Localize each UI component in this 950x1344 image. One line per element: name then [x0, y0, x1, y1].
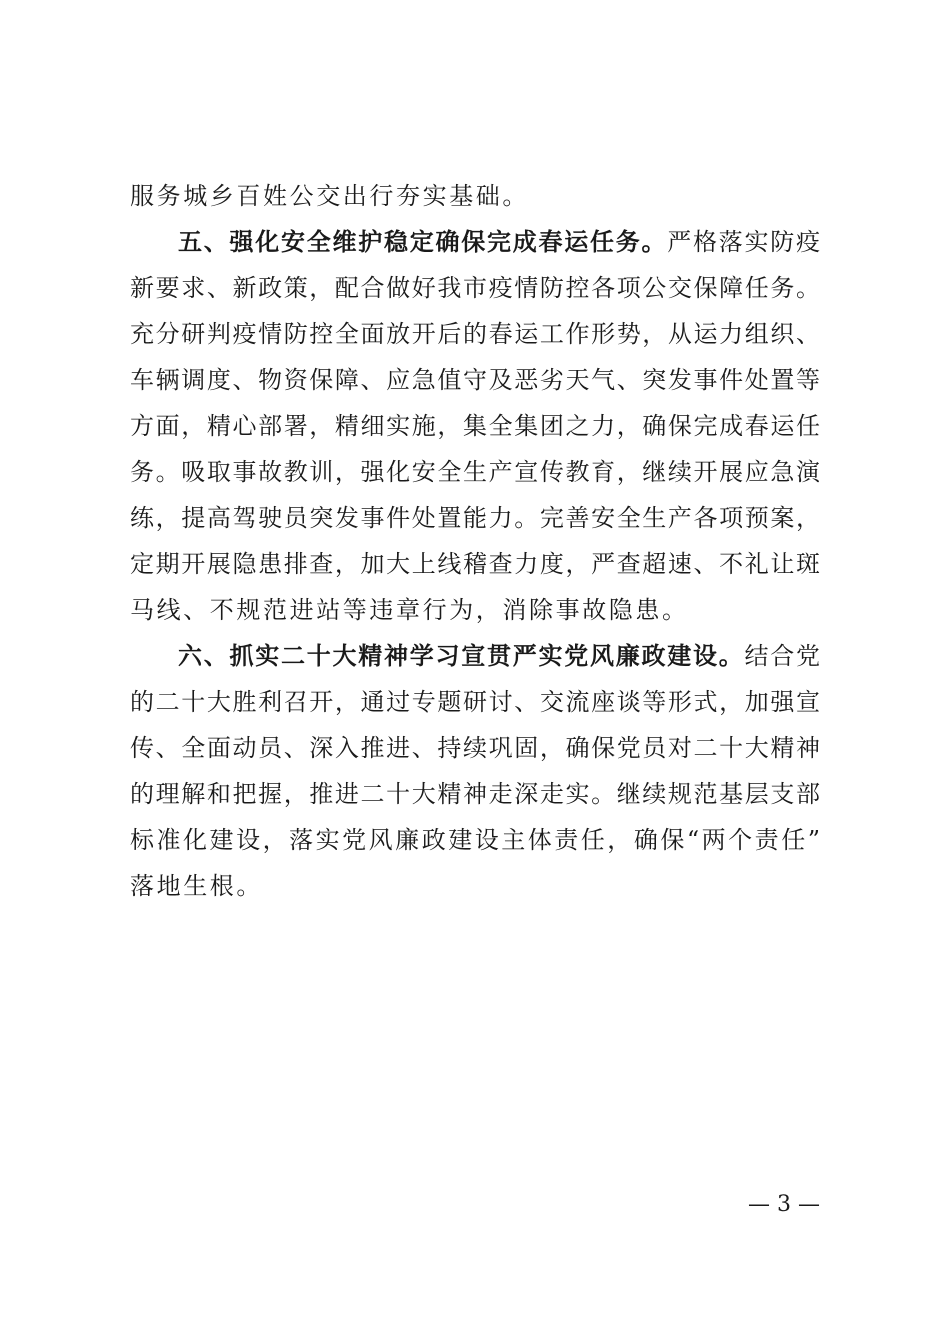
paragraph-line: 方面，精心部署，精细实施，集全集团之力，确保完成春运任 — [130, 412, 820, 440]
section-five-text: 严格落实防疫 — [667, 228, 820, 256]
section-five-heading: 五、强化安全维护稳定确保完成春运任务。 — [178, 228, 668, 256]
paragraph-line: 练，提高驾驶员突发事件处置能力。完善安全生产各项预案， — [130, 504, 820, 532]
paragraph-line: 标准化建设，落实党风廉政建设主体责任，确保“两个责任” — [130, 826, 820, 854]
section-six-text: 结合党 — [744, 642, 820, 670]
section-six-first-line — [178, 636, 820, 676]
section-five-first-line — [178, 222, 820, 262]
paragraph-line: 马线、不规范进站等违章行为，消除事故隐患。 — [130, 596, 689, 624]
section-six-heading: 六、抓实二十大精神学习宣贯严实党风廉政建设。 — [178, 642, 745, 670]
page-number: — 3 — — [748, 1192, 820, 1217]
paragraph-line: 的理解和把握，推进二十大精神走深走实。继续规范基层支部 — [130, 780, 820, 808]
paragraph-line: 的二十大胜利召开，通过专题研讨、交流座谈等形式，加强宣 — [130, 688, 820, 716]
paragraph-line: 车辆调度、物资保障、应急值守及恶劣天气、突发事件处置等 — [130, 366, 820, 394]
paragraph-line: 新要求、新政策，配合做好我市疫情防控各项公交保障任务。 — [130, 274, 820, 302]
paragraph-line: 传、全面动员、深入推进、持续巩固，确保党员对二十大精神 — [130, 734, 820, 762]
paragraph-line: 服务城乡百姓公交出行夯实基础。 — [130, 182, 529, 210]
paragraph-line: 定期开展隐患排查，加大上线稽查力度，严查超速、不礼让斑 — [130, 550, 820, 578]
paragraph-line: 落地生根。 — [130, 872, 263, 900]
paragraph-line: 充分研判疫情防控全面放开后的春运工作形势，从运力组织、 — [130, 320, 820, 348]
paragraph-line: 务。吸取事故教训，强化安全生产宣传教育，继续开展应急演 — [130, 458, 820, 486]
